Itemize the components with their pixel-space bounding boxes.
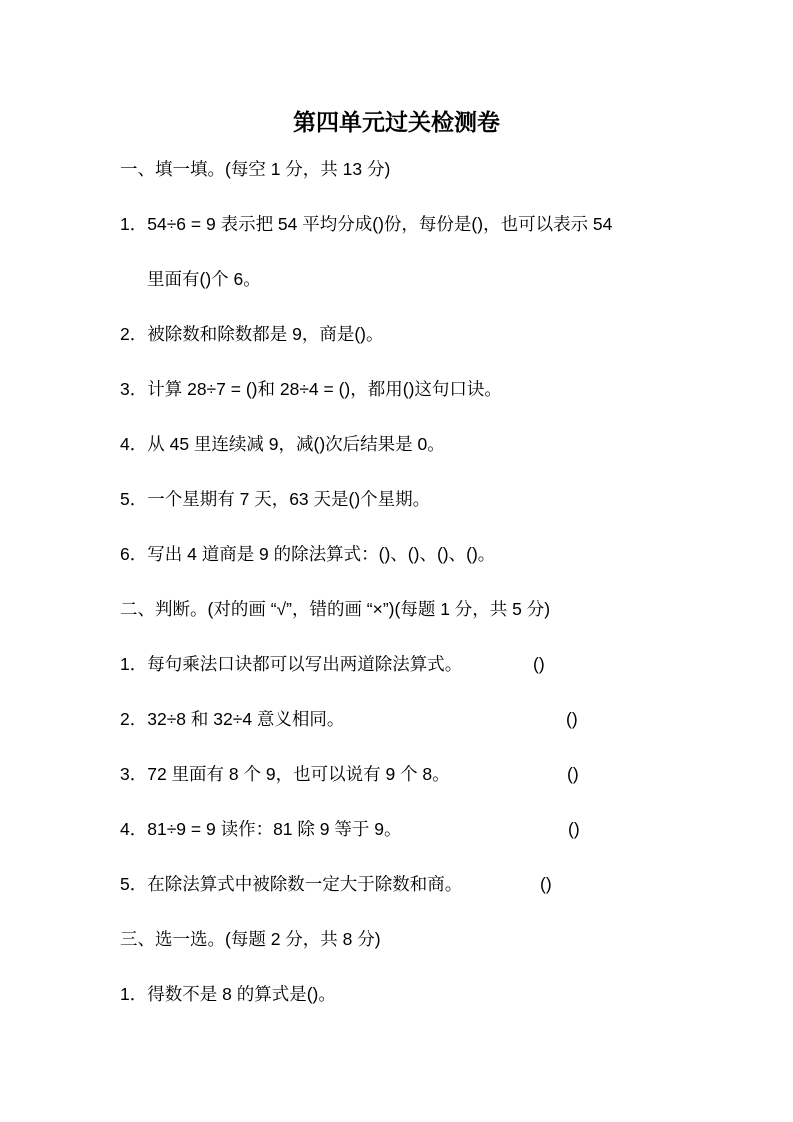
item-text: 在除法算式中被除数一定大于除数和商。 [147,874,463,894]
section-1-heading: 一、填一填。(每空 1 分，共 13 分) [120,159,391,179]
judge-item-2 [120,692,753,747]
judge-item-1 [120,637,753,692]
item-number: 1． [120,984,148,1004]
document-content [0,142,793,1022]
answer-bracket: () [568,819,580,839]
fill-item-6 [120,527,753,582]
page-title: 第四单元过关检测卷 [293,109,500,135]
fill-item-1 [120,197,753,252]
choice-item-1 [120,967,753,1022]
item-number: 5． [120,489,148,509]
item-number: 2． [120,324,148,344]
answer-bracket: () [566,709,578,729]
item-number: 1． [120,214,148,234]
fill-item-4 [120,417,753,472]
judge-item-3 [120,747,753,802]
item-number: 4． [120,819,148,839]
item-number: 5． [120,874,148,894]
answer-bracket: () [540,874,552,894]
section-2-heading: 二、判断。(对的画 “√”，错的画 “×”)(每题 1 分，共 5 分) [120,599,551,619]
item-number: 2． [120,709,148,729]
item-number: 3． [120,379,148,399]
item-text: 54÷6 = 9 表示把 54 平均分成()份，每份是()，也可以表示 54 [147,214,613,234]
item-text: 被除数和除数都是 9，商是()。 [147,324,384,344]
item-number: 4． [120,434,148,454]
item-text: 32÷8 和 32÷4 意义相同。 [147,709,345,729]
fill-item-3 [120,362,753,417]
item-text: 81÷9 = 9 读作：81 除 9 等于 9。 [147,819,402,839]
fill-item-1-continuation: 里面有()个 6。 [147,269,261,289]
item-text: 从 45 里连续减 9，减()次后结果是 0。 [147,434,445,454]
judge-item-5 [120,857,753,912]
item-number: 6． [120,544,148,564]
item-text: 每句乘法口诀都可以写出两道除法算式。 [147,654,463,674]
item-text: 72 里面有 8 个 9，也可以说有 9 个 8。 [147,764,450,784]
item-text: 一个星期有 7 天，63 天是()个星期。 [147,489,431,509]
item-number: 3． [120,764,148,784]
item-text: 计算 28÷7 = ()和 28÷4 = ()，都用()这句口诀。 [147,379,502,399]
item-text: 得数不是 8 的算式是()。 [147,984,336,1004]
fill-item-2 [120,307,753,362]
answer-bracket: () [533,654,545,674]
fill-item-5 [120,472,753,527]
item-number: 1． [120,654,148,674]
answer-bracket: () [567,764,579,784]
section-3-heading: 三、选一选。(每题 2 分，共 8 分) [120,929,381,949]
item-text: 写出 4 道商是 9 的除法算式：()、()、()、()。 [147,544,496,564]
judge-item-4 [120,802,753,857]
